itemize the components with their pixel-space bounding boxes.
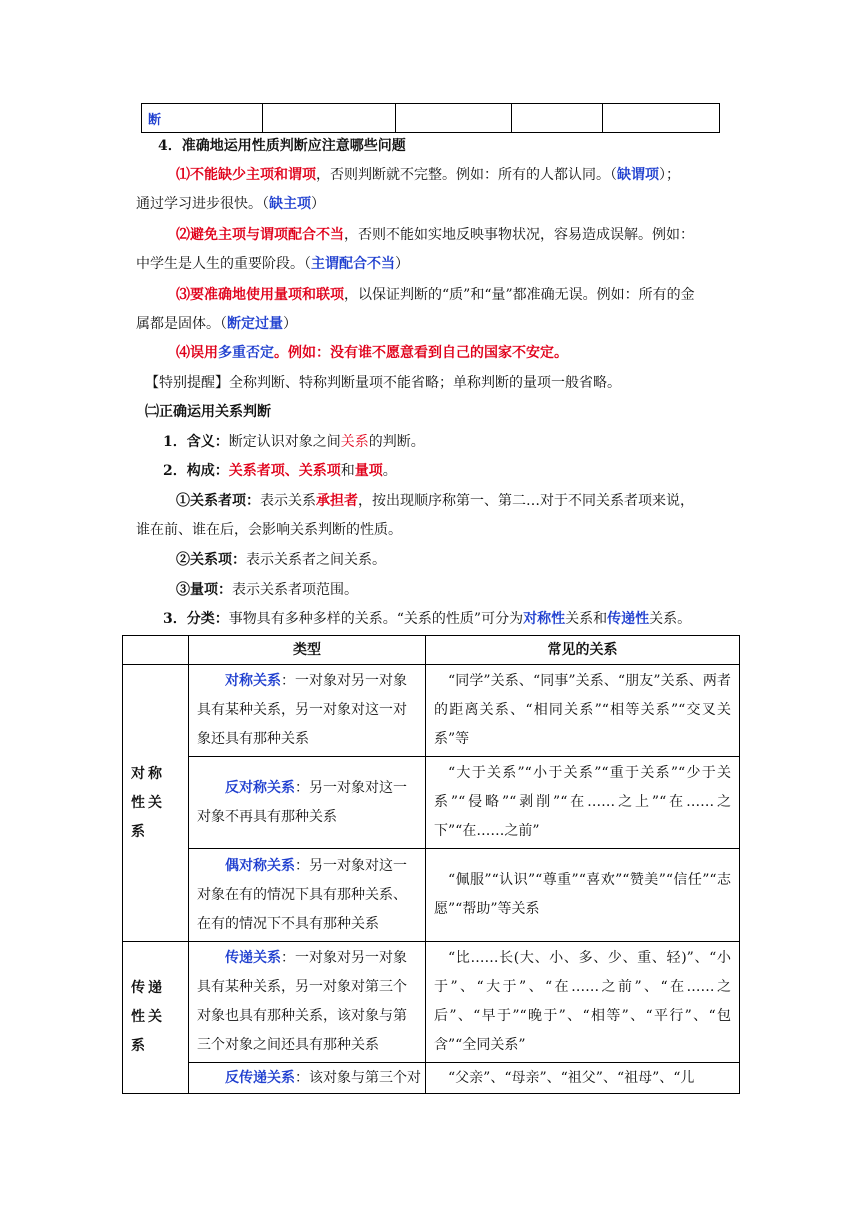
annotation-text: 缺谓项: [617, 167, 659, 183]
top-cell-text: 断: [148, 112, 162, 128]
definition-cell: [189, 665, 426, 757]
body-text: 属都是固体。（: [136, 316, 227, 332]
emphasis-text: 关系: [340, 434, 369, 450]
table-row: [123, 942, 740, 1063]
body-text: 事物具有多种多样的关系。“关系的性质”可分为: [228, 611, 524, 627]
top-table-cell: [603, 104, 720, 133]
body-text: ）；: [659, 167, 680, 183]
sub-item-1-cont: 谁在前、谁在后，会影响关系判断的性质。: [136, 522, 402, 538]
body-text: ，否则判断就不完整。例如：所有的人都认同。（: [316, 167, 617, 183]
term-text: 对称关系: [225, 673, 281, 689]
table-header-row: [123, 636, 740, 665]
annotation-text: 对称性: [523, 611, 566, 627]
emphasis-text: 。例如：没有谁不愿意看到自己的国家不安定。: [274, 345, 568, 361]
body-text: ，以保证判断的“质”和“量”都准确无误。例如：所有的金: [344, 287, 695, 303]
examples-cell: “比……长(大、小、多、少、重、轻)”、“小于”、“大于”、“在……之前”、“在……之后”、“早于”“晚于”、“相等”、“平行”、“包含”“全同关系”: [426, 942, 740, 1063]
examples-cell: “佩服”“认识”“尊重”“喜欢”“赞美”“信任”“志愿”“帮助”等关系: [426, 849, 740, 942]
top-table-cell: [396, 104, 512, 133]
table-row: [123, 849, 740, 942]
body-text: 的判断。: [368, 434, 425, 450]
top-table-cell: [263, 104, 396, 133]
body-text: 和: [340, 463, 355, 479]
sub-item-2: [176, 550, 386, 570]
item-meaning: [163, 432, 425, 452]
body-text: 表示关系者项范围。: [232, 582, 358, 598]
body-text: ）: [395, 256, 409, 272]
annotation-text: 多重否定: [218, 345, 274, 361]
body-text: ）: [311, 196, 325, 212]
item-label: 3．分类：: [163, 611, 229, 627]
emphasis-text: 关系者项、关系项: [228, 463, 341, 479]
definition-text: ：该对象与第三个对: [295, 1070, 421, 1086]
annotation-text: 缺主项: [269, 196, 311, 212]
body-text: 中学生是人生的重要阶段。（: [136, 256, 311, 272]
emphasis-text: ⑷误用: [176, 345, 218, 361]
sub-item-1: [176, 491, 694, 511]
body-text: 表示关系: [260, 493, 316, 509]
category-cell: 对称性关系: [123, 665, 189, 942]
body-text: 。: [382, 463, 397, 479]
item-label: 2．构成：: [163, 463, 229, 479]
heading-4: 4．准确地运用性质判断应注意哪些问题: [158, 138, 406, 154]
definition-cell: [189, 757, 426, 849]
table-header-cell: 类型: [189, 636, 426, 665]
emphasis-text: ⑴不能缺少主项和谓项: [176, 167, 316, 183]
body-text: 表示关系者之间关系。: [246, 552, 386, 568]
definition-cell: [189, 849, 426, 942]
section-heading: ㈡正确运用关系判断: [145, 404, 271, 420]
examples-cell: “大于关系”“小于关系”“重于关系”“少于关系”“侵略”“剥削”“在……之上”“在……之下”“在……之前”: [426, 757, 740, 849]
body-text: 关系和: [565, 611, 608, 627]
category-cell: 传递性关系: [123, 942, 189, 1094]
item-label: 1．含义：: [163, 434, 229, 450]
item-structure: [163, 461, 397, 481]
definition-text: ：一对象对另一对象具有某种关系，另一对象对这一对象还具有那种关系: [197, 673, 407, 747]
examples-cell: “父亲”、“母亲”、“祖父”、“祖母”、“儿: [426, 1063, 740, 1094]
examples-cell: “同学”关系、“同事”关系、“朋友”关系、两者的距离关系、“相同关系”“相等关系”“交叉关系”等: [426, 665, 740, 757]
annotation-text: 主谓配合不当: [311, 256, 395, 272]
table-row: [123, 665, 740, 757]
definition-text: ：另一对象对这一对象不再具有那种关系: [197, 779, 407, 825]
definition-text: ：另一对象对这一对象在有的情况下具有那种关系、在有的情况下不具有那种关系: [197, 857, 407, 932]
paragraph-2: [176, 225, 694, 245]
table-row: [123, 757, 740, 849]
top-table-fragment: [141, 103, 720, 133]
term-text: 偶对称关系: [225, 857, 295, 874]
definition-cell: [189, 1063, 426, 1094]
emphasis-text: ⑵避免主项与谓项配合不当: [176, 227, 344, 243]
emphasis-text: ⑶要准确地使用量项和联项: [176, 287, 344, 303]
item-label: ③量项：: [176, 582, 232, 598]
body-text: ，否则不能如实地反映事物状况，容易造成误解。例如：: [344, 227, 694, 243]
top-table-cell: [512, 104, 603, 133]
paragraph-2-cont: [136, 254, 409, 274]
top-table-cell: [142, 104, 263, 133]
term-text: 反对称关系: [225, 779, 295, 796]
annotation-text: 断定过量: [227, 316, 283, 332]
definition-cell: [189, 942, 426, 1063]
paragraph-1-cont: [136, 194, 325, 214]
annotation-text: 传递性: [607, 611, 650, 627]
table-header-cell: 常见的关系: [426, 636, 740, 665]
sub-item-3: [176, 580, 358, 600]
definition-text: ：一对象对另一对象具有某种关系，另一对象对第三个对象也具有那种关系，该对象与第三个对象之间还具有那种关系: [197, 950, 407, 1053]
term-text: 传递关系: [225, 950, 281, 966]
body-text: ）: [283, 316, 297, 332]
table-header-cell: [123, 636, 189, 665]
item-label: ②关系项：: [176, 552, 246, 568]
relation-types-table: [122, 635, 740, 1094]
term-text: 反传递关系: [225, 1070, 295, 1086]
item-classification: [163, 609, 691, 629]
paragraph-3-cont: [136, 314, 297, 334]
item-label: ①关系者项：: [176, 493, 260, 509]
emphasis-text: 量项: [354, 463, 383, 479]
paragraph-3: [176, 285, 695, 305]
body-text: 关系。: [649, 611, 692, 627]
paragraph-4: [176, 343, 568, 363]
body-text: 通过学习进步很快。（: [136, 196, 269, 212]
body-text: 断定认识对象之间: [228, 434, 341, 450]
emphasis-text: 承担者: [316, 493, 358, 509]
special-reminder: 【特别提醒】全称判断、特称判断量项不能省略；单称判断的量项一般省略。: [145, 375, 621, 391]
table-row: [123, 1063, 740, 1094]
paragraph-1: [176, 165, 680, 185]
body-text: ，按出现顺序称第一、第二…对于不同关系者项来说，: [358, 493, 694, 509]
